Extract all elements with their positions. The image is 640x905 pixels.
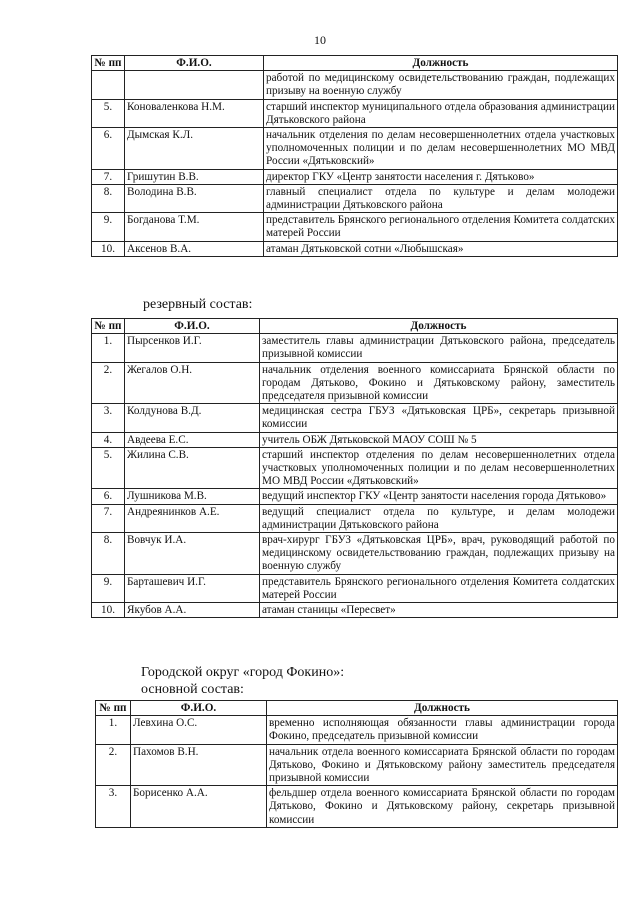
cell-name: Жегалов О.Н. (125, 362, 260, 404)
table-header-row (96, 701, 618, 716)
cell-name: Коноваленкова Н.М. (125, 99, 264, 127)
cell-num: 1. (96, 716, 131, 744)
cell-position: старший инспектор отделения по делам несовершеннолетних отдела участковых уполномоченных полиции и по делам несовершеннолетних МО МВД России «Дятьковский» (260, 447, 618, 489)
cell-position: временно исполняющая обязанности главы администрации города Фокино, председатель призывной комиссии (267, 716, 618, 744)
table-row (92, 362, 618, 404)
cell-num: 9. (92, 213, 125, 241)
cell-name: Левхина О.С. (131, 716, 267, 744)
table-header-row (92, 56, 618, 71)
cell-position: главный специалист отдела по культуре и делам молодежи администрации Дятьковского района (264, 184, 618, 212)
cell-position: представитель Брянского регионального отделения Комитета солдатских матерей России (264, 213, 618, 241)
cell-num (92, 71, 125, 99)
table-header-row (92, 319, 618, 334)
cell-name: Богданова Т.М. (125, 213, 264, 241)
table-row (92, 128, 618, 170)
table-row (92, 184, 618, 212)
header-name: Ф.И.О. (125, 319, 260, 334)
cell-position: медицинская сестра ГБУЗ «Дятьковская ЦРБ», секретарь призывной комиссии (260, 404, 618, 432)
reserve-table (91, 318, 618, 618)
cell-position: директор ГКУ «Центр занятости населения г. Дятьково» (264, 169, 618, 184)
caption-reserve: резервный состав: (143, 297, 253, 312)
table-row (96, 786, 618, 828)
table-row (92, 432, 618, 447)
header-name: Ф.И.О. (125, 56, 264, 71)
cell-name: Авдеева Е.С. (125, 432, 260, 447)
header-position: Должность (264, 56, 618, 71)
cell-name: Лушникова М.В. (125, 489, 260, 504)
page-number: 10 (314, 33, 326, 47)
header-num: № пп (92, 319, 125, 334)
cell-name: Володина В.В. (125, 184, 264, 212)
cell-position: заместитель главы администрации Дятьковского района, председатель призывной комиссии (260, 334, 618, 362)
table-body (92, 71, 618, 257)
cell-name: Гришутин В.В. (125, 169, 264, 184)
table-row (92, 71, 618, 99)
cell-name: Пахомов В.Н. (131, 744, 267, 786)
cell-name: Пырсенков И.Г. (125, 334, 260, 362)
cell-name: Якубов А.А. (125, 603, 260, 618)
cell-name: Андреянинков А.Е. (125, 504, 260, 532)
cell-position: атаман Дятьковской сотни «Любышская» (264, 241, 618, 256)
cell-position: начальник отделения по делам несовершеннолетних отдела участковых уполномоченных полиции и по делам несовершеннолетних МО МВД России «Дятьковский» (264, 128, 618, 170)
cell-num: 8. (92, 533, 125, 575)
table-row (92, 241, 618, 256)
cell-num: 8. (92, 184, 125, 212)
table-row (92, 489, 618, 504)
table-body (96, 716, 618, 828)
table-row (92, 169, 618, 184)
caption-main: основной состав: (141, 682, 244, 697)
table-row (92, 574, 618, 602)
cell-name: Вовчук И.А. (125, 533, 260, 575)
cell-position: атаман станицы «Пересвет» (260, 603, 618, 618)
cell-num: 7. (92, 504, 125, 532)
cell-position: врач-хирург ГБУЗ «Дятьковская ЦРБ», врач, руководящий работой по медицинскому освидетельствованию граждан, подлежащих призыву на военную службу (260, 533, 618, 575)
cell-position: ведущий инспектор ГКУ «Центр занятости населения города Дятьково» (260, 489, 618, 504)
cell-position: учитель ОБЖ Дятьковской МАОУ СОШ № 5 (260, 432, 618, 447)
table-row (92, 533, 618, 575)
cell-num: 10. (92, 241, 125, 256)
table-row (92, 603, 618, 618)
cell-num: 6. (92, 489, 125, 504)
caption-city: Городской округ «город Фокино»: (141, 665, 345, 680)
cell-name: Колдунова В.Д. (125, 404, 260, 432)
cell-name: Дымская К.Л. (125, 128, 264, 170)
members-table-continued (91, 55, 618, 257)
table-row (92, 447, 618, 489)
header-num: № пп (92, 56, 125, 71)
header-position: Должность (260, 319, 618, 334)
cell-num: 1. (92, 334, 125, 362)
cell-position: ведущий специалист отдела по культуре, и делам молодежи администрации Дятьковского района (260, 504, 618, 532)
cell-name: Борисенко А.А. (131, 786, 267, 828)
table-row (92, 334, 618, 362)
cell-num: 4. (92, 432, 125, 447)
header-name: Ф.И.О. (131, 701, 267, 716)
table-row (92, 404, 618, 432)
header-num: № пп (96, 701, 131, 716)
cell-position: работой по медицинскому освидетельствованию граждан, подлежащих призыву на военную службу (264, 71, 618, 99)
cell-num: 2. (92, 362, 125, 404)
table-body (92, 334, 618, 618)
cell-name: Барташевич И.Г. (125, 574, 260, 602)
cell-num: 10. (92, 603, 125, 618)
cell-num: 2. (96, 744, 131, 786)
header-position: Должность (267, 701, 618, 716)
table-row (92, 504, 618, 532)
cell-num: 3. (96, 786, 131, 828)
cell-name: Аксенов В.А. (125, 241, 264, 256)
cell-num: 5. (92, 447, 125, 489)
table-row (92, 99, 618, 127)
cell-num: 5. (92, 99, 125, 127)
table-row (96, 716, 618, 744)
cell-position: старший инспектор муниципального отдела образования администрации Дятьковского района (264, 99, 618, 127)
cell-position: представитель Брянского регионального отделения Комитета солдатских матерей России (260, 574, 618, 602)
cell-name: Жилина С.В. (125, 447, 260, 489)
fokino-main-table (95, 700, 618, 828)
table-row (92, 213, 618, 241)
cell-num: 9. (92, 574, 125, 602)
cell-num: 3. (92, 404, 125, 432)
cell-num: 7. (92, 169, 125, 184)
cell-position: начальник отдела военного комиссариата Брянской области по городам Дятьково, Фокино и Дятьковскому району заместитель председателя призывной комиссии (267, 744, 618, 786)
table-row (96, 744, 618, 786)
cell-name (125, 71, 264, 99)
cell-num: 6. (92, 128, 125, 170)
cell-position: начальник отделения военного комиссариата Брянской области по городам Дятьково, Фокино и Дятьковскому району, заместитель председателя призывной комиссии (260, 362, 618, 404)
cell-position: фельдшер отдела военного комиссариата Брянской области по городам Дятьково, Фокино и Дятьковскому району, секретарь призывной комиссии (267, 786, 618, 828)
